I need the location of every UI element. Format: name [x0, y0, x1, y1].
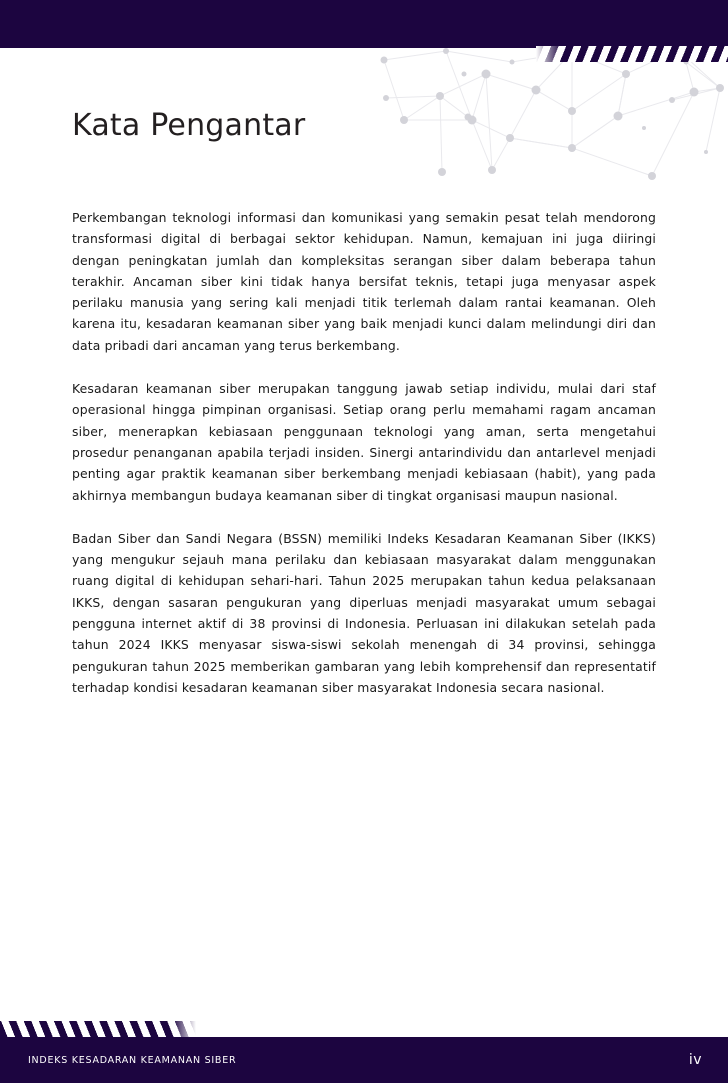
header-diagonal-stripes-pattern	[536, 46, 728, 62]
footer-diagonal-stripes-pattern	[0, 1021, 196, 1037]
footer-bar	[0, 1037, 728, 1083]
footer-document-label: INDEKS KESADARAN KEAMANAN SIBER	[28, 1054, 237, 1066]
body-content	[72, 207, 656, 698]
body-paragraph-3: Badan Siber dan Sandi Negara (BSSN) memiliki Indeks Kesadaran Keamanan Siber (IKKS) yang mengukur sejauh mana perilaku dan kebiasaan masyarakat dalam menggunakan ruang digital di kehidupan sehari-hari. Tahun 2025 merupakan tahun kedua pelaksanaan IKKS, dengan sasaran pengukuran yang diperluas menjadi masyarakat umum sebagai pengguna internet aktif di 38 provinsi di Indonesia. Perluasan ini dilakukan setelah pada tahun 2024 IKKS menyasar siswa-siswi sekolah menengah di 34 provinsi, sehingga pengukuran tahun 2025 memberikan gambaran yang lebih komprehensif dan representatif terhadap kondisi kesadaran keamanan siber masyarakat Indonesia secara nasional.	[72, 530, 656, 695]
page-title: Kata Pengantar	[72, 108, 306, 143]
footer-page-number: iv	[688, 1052, 702, 1068]
body-paragraph-1: Perkembangan teknologi informasi dan komunikasi yang semakin pesat telah mendorong transformasi digital di berbagai sektor kehidupan. Namun, kemajuan ini juga diiringi dengan peningkatan jumlah dan kompleksitas serangan siber dalam beberapa tahun terakhir. Ancaman siber kini tidak hanya bersifat teknis, tetapi juga menyasar aspek perilaku manusia yang sering kali menjadi titik terlemah dalam rantai keamanan. Oleh karena itu, kesadaran keamanan siber yang baik menjadi kunci dalam melindungi diri dan data pribadi dari ancaman yang terus berkembang.	[72, 210, 656, 353]
body-paragraph-2: Kesadaran keamanan siber merupakan tanggung jawab setiap individu, mulai dari staf operasional hingga pimpinan organisasi. Setiap orang perlu memahami ragam ancaman siber, menerapkan kebiasaan penggunaan teknologi yang aman, serta mengetahui prosedur penanganan apabila terjadi insiden. Sinergi antarindividu dan antarlevel menjadi penting agar praktik keamanan siber berkembang menjadi kebiasaan (habit), yang pada akhirnya membangun budaya keamanan siber di tingkat organisasi maupun nasional.	[72, 381, 656, 503]
header-bar	[0, 0, 728, 48]
network-graph-decoration	[376, 48, 728, 200]
